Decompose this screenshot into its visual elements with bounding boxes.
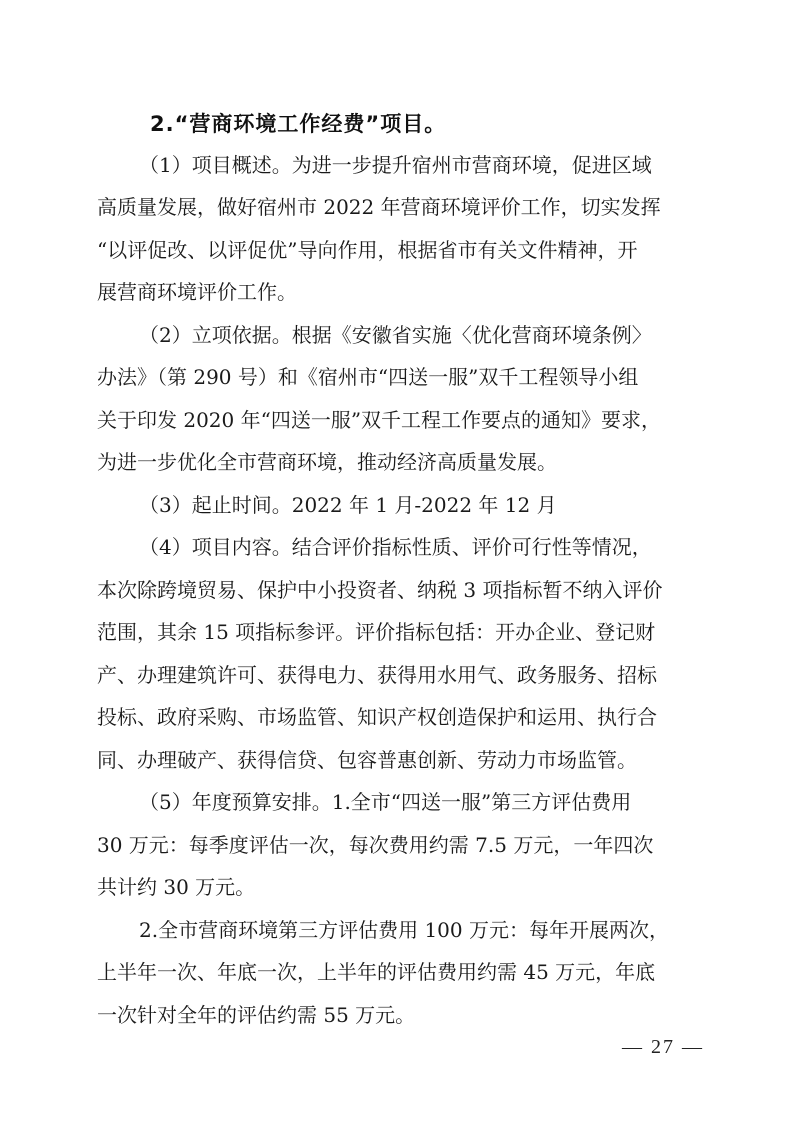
paragraph-5-line-1: （5）年度预算安排。1.全市“四送一服”第三方评估费用 — [139, 790, 632, 814]
paragraph-1-line-4: 展营商环境评价工作。 — [97, 280, 297, 304]
paragraph-2-line-2: 办法》（第 290 号）和《宿州市“四送一服”双千工程领导小组 — [97, 365, 639, 389]
paragraph-4-line-6: 同、办理破产、获得信贷、包容普惠创新、劳动力市场监管。 — [97, 748, 637, 772]
paragraph-4-line-1: （4）项目内容。结合评价指标性质、评价可行性等情况， — [139, 535, 652, 559]
paragraph-1-line-2: 高质量发展，做好宿州市 2022 年营商环境评价工作，切实发挥 — [97, 195, 661, 219]
paragraph-4-line-3: 范围，其余 15 项指标参评。评价指标包括：开办企业、登记财 — [97, 620, 656, 644]
section-heading: 2.“营商环境工作经费”项目。 — [150, 112, 447, 136]
paragraph-6-line-2: 上半年一次、年底一次，上半年的评估费用约需 45 万元，年底 — [97, 960, 656, 984]
paragraph-6-line-3: 一次针对全年的评估约需 55 万元。 — [97, 1003, 416, 1027]
paragraph-6-line-1: 2.全市营商环境第三方评估费用 100 万元：每年开展两次， — [139, 918, 669, 942]
paragraph-2-line-1: （2）立项依据。根据《安徽省实施〈优化营商环境条例〉 — [139, 323, 652, 347]
page-number: — 27 — — [622, 1036, 704, 1058]
paragraph-2-line-3: 关于印发 2020 年“四送一服”双千工程工作要点的通知》要求， — [97, 408, 662, 432]
paragraph-4-line-4: 产、办理建筑许可、获得电力、获得用水用气、政务服务、招标 — [97, 663, 657, 687]
paragraph-4-line-5: 投标、政府采购、市场监管、知识产权创造保护和运用、执行合 — [97, 705, 657, 729]
paragraph-5-line-2: 30 万元：每季度评估一次，每次费用约需 7.5 万元，一年四次 — [97, 833, 654, 857]
paragraph-1-line-3: “以评促改、以评促优”导向作用，根据省市有关文件精神，开 — [97, 238, 638, 262]
paragraph-3-line-1: （3）起止时间。2022 年 1 月-2022 年 12 月 — [139, 493, 557, 517]
paragraph-1-line-1: （1）项目概述。为进一步提升宿州市营商环境，促进区域 — [139, 153, 652, 177]
paragraph-4-line-2: 本次除跨境贸易、保护中小投资者、纳税 3 项指标暂不纳入评价 — [97, 578, 663, 602]
paragraph-2-line-4: 为进一步优化全市营商环境，推动经济高质量发展。 — [97, 450, 557, 474]
paragraph-5-line-3: 共计约 30 万元。 — [97, 875, 256, 899]
